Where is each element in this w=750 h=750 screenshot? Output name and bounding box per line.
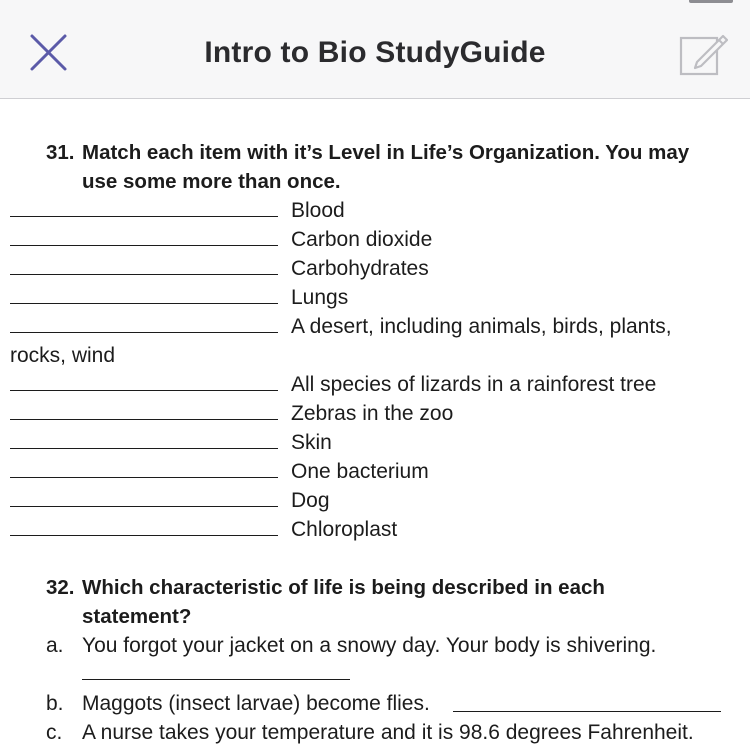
match-row xyxy=(10,515,740,544)
match-row xyxy=(10,370,740,399)
answer-blank[interactable] xyxy=(10,535,278,536)
study-guide-document[interactable] xyxy=(0,99,750,750)
prompt-line-1: Match each item with it’s Level in Life’s Organization. You may xyxy=(82,141,690,164)
top-navigation-bar xyxy=(0,0,750,99)
match-row xyxy=(10,254,740,283)
match-row xyxy=(10,486,740,515)
answer-blank[interactable] xyxy=(10,216,278,217)
match-row xyxy=(10,428,740,457)
option-letter: a. xyxy=(46,634,64,657)
prompt-line-2: use some more than once. xyxy=(82,170,341,193)
option-text: You forgot your jacket on a snowy day. Your body is shivering. xyxy=(82,634,657,657)
answer-blank[interactable] xyxy=(10,448,278,449)
match-item: A desert, including animals, birds, plants, xyxy=(291,315,672,338)
answer-blank[interactable] xyxy=(82,679,350,680)
match-row xyxy=(10,399,740,428)
match-item: Lungs xyxy=(291,286,349,309)
match-item-continuation: rocks, wind xyxy=(10,344,116,367)
option-text: A nurse takes your temperature and it is 98.6 degrees Fahrenheit. xyxy=(82,721,694,744)
answer-blank[interactable] xyxy=(10,332,278,333)
page-title: Intro to Bio StudyGuide xyxy=(204,36,546,69)
match-item: One bacterium xyxy=(291,460,429,483)
match-item: Dog xyxy=(291,489,330,512)
match-item: Skin xyxy=(291,431,332,454)
match-row xyxy=(10,196,740,225)
match-row xyxy=(10,457,740,486)
match-item: All species of lizards in a rainforest tree xyxy=(291,373,657,396)
answer-blank[interactable] xyxy=(10,390,278,391)
question-prompt xyxy=(82,573,750,631)
question-prompt xyxy=(82,138,750,196)
match-row xyxy=(10,312,740,341)
option-letter: b. xyxy=(46,692,64,715)
question-number: 32. xyxy=(46,576,75,599)
match-item: Blood xyxy=(291,199,345,222)
status-sliver xyxy=(689,0,733,3)
option-letter: c. xyxy=(46,721,63,744)
question-number: 31. xyxy=(46,141,75,164)
answer-blank[interactable] xyxy=(10,506,278,507)
compose-edit-icon xyxy=(678,29,728,79)
match-row xyxy=(10,225,740,254)
answer-blank[interactable] xyxy=(10,303,278,304)
prompt-line-2: statement? xyxy=(82,605,192,628)
answer-blank[interactable] xyxy=(10,477,278,478)
match-item: Carbohydrates xyxy=(291,257,429,280)
match-item: Carbon dioxide xyxy=(291,228,433,251)
match-row xyxy=(10,283,740,312)
match-item: Chloroplast xyxy=(291,518,398,541)
answer-blank[interactable] xyxy=(10,274,278,275)
answer-blank[interactable] xyxy=(453,711,721,712)
answer-blank[interactable] xyxy=(10,245,278,246)
answer-blank[interactable] xyxy=(10,419,278,420)
match-item: Zebras in the zoo xyxy=(291,402,454,425)
option-text: Maggots (insect larvae) become flies. xyxy=(82,692,430,715)
prompt-line-1: Which characteristic of life is being described in each xyxy=(82,576,605,599)
edit-button[interactable] xyxy=(678,29,728,79)
